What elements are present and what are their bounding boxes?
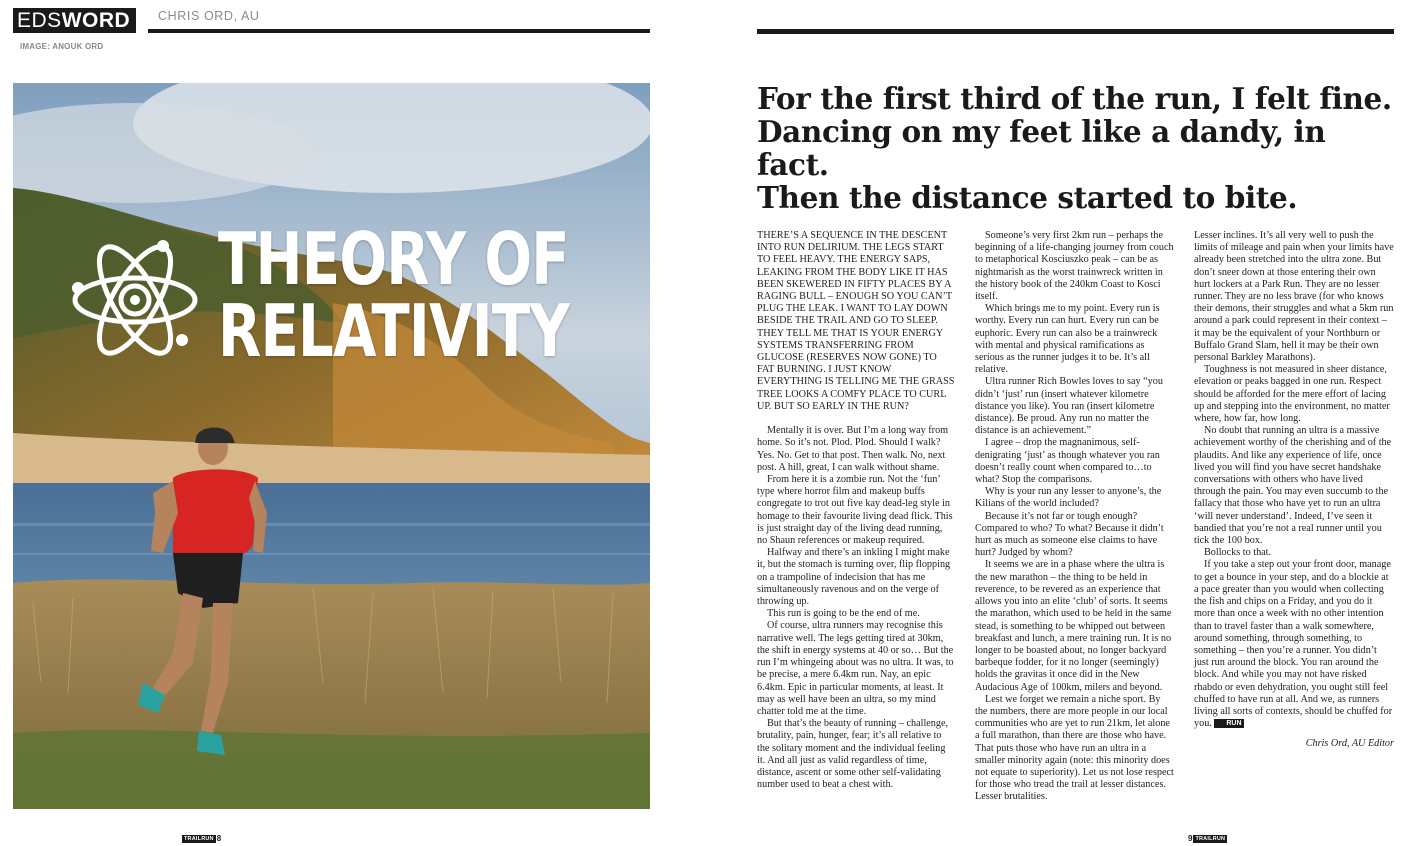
article-paragraph: Bollocks to that.	[1204, 547, 1272, 559]
feature-title-line1: THEORY OF	[218, 217, 569, 301]
article-paragraph: Of course, ultra runners may recognise this narrative well. The legs getting tired at 30km, the shift in energy systems at 40 or so… But the run I’m whingeing about was no ultra. It was, to be precise, a mere 6.4km run. Nay, an epic 6.4km. Epic in particular moments, at least. It may as well have been an ultra, so my mind chatter told me at the time.	[757, 620, 954, 717]
article-paragraph: Lest we forget we remain a niche sport. By the numbers, there are more people in our local communities who are yet to run 21km, let alone a full marathon, than there are those who have. That puts those who have run an ultra in a smaller minority again (note: this minority does not equate to superiority). Let us not lose respect for those who tread the trail at lesser distances. Lesser brutalities.	[975, 693, 1174, 803]
article-paragraph: Someone’s very first 2km run – perhaps the beginning of a life-changing journey from couch to metaphorical Kosciuszko peak – can be as nightmarish as the worst trainwreck written in the history book of the 240km Coast to Kosci itself.	[975, 230, 1174, 303]
article-paragraph: From here it is a zombie run. Not the ‘fun’ type where horror film and makeup buffs congregate to trot out five kay dead-leg style in homage to their favourite living dead flick. This is just straight day of the living dead running, no Shaun references or makeup required.	[757, 474, 953, 547]
feature-title-line2: RELATIVITY	[218, 289, 570, 373]
page-number: 8	[216, 834, 222, 843]
headline	[757, 82, 1397, 214]
article-paragraph: Halfway and there’s an inkling I might make it, but the stomach is turning over, flip flopping on a trampoline of indecision that has me simultaneously ravenous and on the verge of throwing up.	[757, 547, 951, 608]
hero-photo	[13, 83, 650, 809]
section-logo	[13, 8, 136, 33]
article-paragraph: Ultra runner Rich Bowles loves to say “you didn’t ‘just’ run (insert whatever kilometre distance you like). You ran (insert kilometre distance). Be proud. Any run no matter the distance is an achievement.”	[975, 376, 1163, 437]
article-paragraph: I agree – drop the magnanimous, self-denigrating ‘just’ as though whatever you ran doesn’t really count when compared to…to what? Stop the comparisons.	[975, 437, 1160, 486]
byline: CHRIS ORD, AU	[158, 9, 260, 23]
article-paragraph-last	[1194, 559, 1394, 730]
article-lede: THERE’S A SEQUENCE IN THE DESCENT INTO RUN DELIRIUM. THE LEGS START TO FEEL HEAVY. THE ENERGY SAPS, LEAKING FROM THE BODY LIKE IT HAS BEEN SKEWERED IN FIFTY PLACES BY A RAGING BULL – ENOUGH SO YOU CAN’T PLUG THE LEAK. I WANT TO LAY DOWN BESIDE THE TRAIL AND GO TO SLEEP. THEY TELL ME THAT IS YOUR ENERGY SYSTEMS TRANSFERRING FROM GLUCOSE (RESERVES NOW GONE) TO FAT BURNING. I JUST KNOW EVERYTHING IS TELLING ME THE GRASS TREE LOOKS A COMFY PLACE TO CURL UP. BUT SO EARLY IN THE RUN?	[757, 230, 955, 412]
article-paragraph-text: If you take a step out your front door, manage to get a bounce in your step, and do a blockie at a pace greater than you would when collecting the fish and chips on a Friday, and you do it more than once a week with no other intention than to travel faster than a walk somewhere, around something, through something, to something – then you’re a runner. You didn’t just run around the block. You ran around the block. And while you may not have risked rhabdo or even dehydration, you ought still feel chuffed to have run at all. And we, as runners living all sorts of contexts, should be chuffed for you.	[1194, 559, 1393, 730]
article-paragraph: No doubt that running an ultra is a massive achievement worthy of the cherishing and of the plaudits. And like any experience of life, once lived you will find you have secret handshake conversations with others who have lived through the pain. You may even succumb to the fallacy that those who have yet to run an ultra ‘will never understand’. Indeed, I’ve seen it bandied that you’re not a real runner until you tick the 100 box.	[1194, 425, 1392, 547]
section-logo-word: WORD	[61, 8, 131, 32]
section-logo-eds: EDS	[17, 8, 62, 32]
end-mark: RUN	[1214, 719, 1243, 728]
article-paragraph: Mentally it is over. But I’m a long way from home. So it’s not. Plod. Plod. Should I walk? Yes. No. Get to that post. Then walk. No, next post. A hill, great, I can walk without shame.	[757, 425, 949, 473]
magazine-tag: TRAILRUN	[1195, 835, 1226, 842]
headline-line1: For the first third of the run, I felt fine.	[757, 81, 1392, 116]
article-paragraph: Why is your run any lesser to anyone’s, the Kilians of the world included?	[975, 486, 1162, 510]
article-paragraph: Because it’s not far or tough enough? Compared to who? To what? Because it didn’t hurt as much as someone else claims to have hurt? Judged by whom?	[975, 510, 1164, 559]
article-paragraph: Which brings me to my point. Every run is worthy. Every run can hurt. Every run can be euphoric. Every run can also be a trainwreck with mental and physical ramifications as serious as the runner judges it to be. It’s all relative.	[975, 303, 1160, 376]
atom-icon	[70, 230, 200, 370]
article-paragraph: But that’s the beauty of running – challenge, brutality, pain, hunger, fear; it’s all relative to the solitary moment and the individual feeling it. And all just as valid regardless of time, distance, ascent or some other self-validating number used to beat a chest with.	[757, 718, 949, 791]
article-column-1	[757, 230, 955, 791]
top-rule-left	[148, 29, 650, 33]
hero-photo-illustration	[13, 83, 650, 809]
article-paragraph: Toughness is not measured in sheer distance, elevation or peaks bagged in one run. Respect should be afforded for the mere effort of lacing up and stepping into the environment, no matter where, how far, how long.	[1194, 364, 1390, 425]
author-signature: Chris Ord, AU Editor	[1305, 738, 1394, 750]
page-folio-right	[1188, 834, 1227, 843]
headline-line3: Then the distance started to bite.	[757, 180, 1298, 215]
headline-line2: Dancing on my feet like a dandy, in fact.	[757, 114, 1326, 182]
article-paragraph: Lesser inclines. It’s all very well to push the limits of mileage and pain when your limits have already been stretched into the ultra zone. But don’t sneer down at those entering their own hurt lockers at a Park Run. They are no lesser runner. They are no less brave (for who knows their demons, their struggles and what a 5km run around a park could represent in their context – it may be the equivalent of your Northburn or Buffalo Grand Slam, hell it may be their own personal Barkley Marathons).	[1194, 230, 1394, 364]
article-paragraph: It seems we are in a phase where the ultra is the new marathon – the thing to be held in reverence, to be revered as an experience that allows you into an elite ‘club’ of sorts. It seems the marathon, which used to be held in the same stead, is something to be whipped out between breakfast and lunch, a mere training run. It is no longer to be boasted about, no longer backyard barbeque fodder, for it no longer (seemingly) holds the gravitas it once did in the New Audacious Age of 100km, milers and beyond.	[975, 559, 1172, 693]
article-column-2	[975, 230, 1175, 804]
article-column-3	[1194, 230, 1394, 751]
magazine-tag: TRAILRUN	[184, 835, 214, 842]
page-number: 9	[1188, 834, 1193, 843]
image-credit: IMAGE: ANOUK ORD	[20, 42, 104, 51]
article-paragraph: This run is going to be the end of me.	[767, 608, 920, 620]
page-folio-left	[182, 834, 221, 843]
feature-title	[218, 217, 570, 373]
top-rule-right	[757, 29, 1394, 34]
